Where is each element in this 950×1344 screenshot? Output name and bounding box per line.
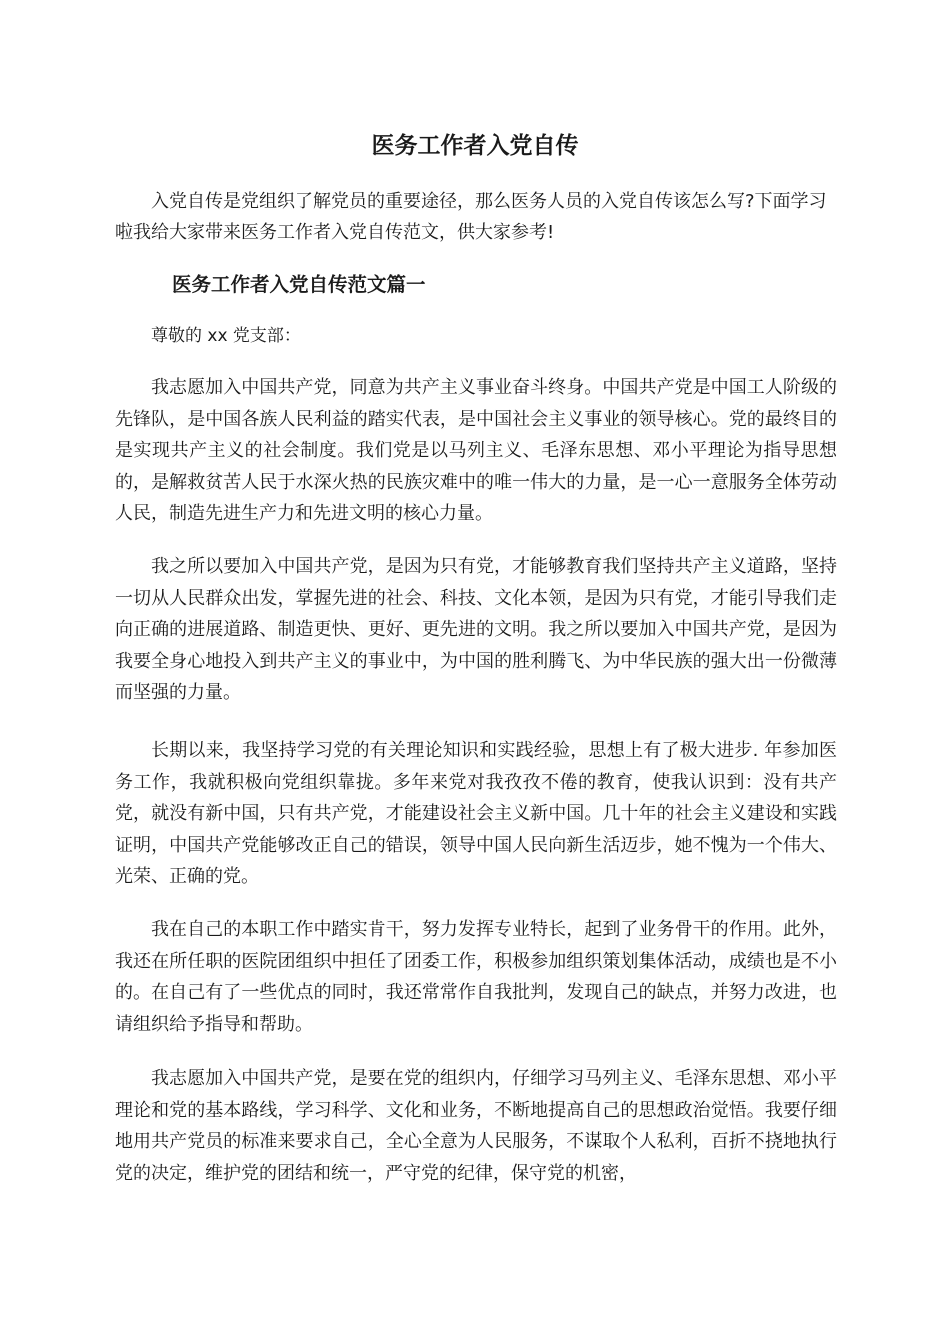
body-paragraph-2: 我之所以要加入中国共产党，是因为只有党，才能够教育我们坚持共产主义道路，坚持一切从人民群众出发，掌握先进的社会、科技、文化本领，是因为只有党，才能引导我们走向正确的进展道路、制造更快、更好、更先进的文明。我之所以要加入中国共产党，是因为我要全身心地投入到共产主义的事业中，为中国的胜利腾飞、为中华民族的强大出一份微薄而坚强的力量。 <box>115 556 837 703</box>
intro-paragraph: 入党自传是党组织了解党员的重要途径，那么医务人员的入党自传该怎么写?下面学习啦我给大家带来医务工作者入党自传范文，供大家参考! <box>115 191 827 243</box>
salutation: 尊敬的 xx 党支部： <box>151 326 301 346</box>
body-paragraph-5: 我志愿加入中国共产党，是要在党的组织内，仔细学习马列主义、毛泽东思想、邓小平理论和党的基本路线，学习科学、文化和业务，不断地提高自己的思想政治觉悟。我要仔细地用共产党员的标准来要求自己，全心全意为人民服务，不谋取个人私利，百折不挠地执行党的决定，维护党的团结和统一，严守党的纪律，保守党的机密， <box>115 1068 837 1184</box>
body-paragraph-1: 我志愿加入中国共产党，同意为共产主义事业奋斗终身。中国共产党是中国工人阶级的先锋队，是中国各族人民利益的踏实代表，是中国社会主义事业的领导核心。党的最终目的是实现共产主义的社会制度。我们党是以马列主义、毛泽东思想、邓小平理论为指导思想的，是解救贫苦人民于水深火热的民族灾难中的唯一伟大的力量，是一心一意服务全体劳动人民，制造先进生产力和先进文明的核心力量。 <box>115 377 837 524</box>
section-heading: 医务工作者入党自传范文篇一 <box>172 273 426 296</box>
document-title: 医务工作者入党自传 <box>371 133 579 160</box>
body-paragraph-3: 长期以来，我坚持学习党的有关理论知识和实践经验，思想上有了极大进步. 年参加医务工作，我就积极向党组织靠拢。多年来党对我孜孜不倦的教育，使我认识到：没有共产党，就没有新中国，只有共产党，才能建设社会主义新中国。几十年的社会主义建设和实践证明，中国共产党能够改正自己的错误，领导中国人民向新生活迈步，她不愧为一个伟大、光荣、正确的党。 <box>115 740 837 887</box>
body-paragraph-4: 我在自己的本职工作中踏实肯干，努力发挥专业特长，起到了业务骨干的作用。此外，我还在所任职的医院团组织中担任了团委工作，积极参加组织策划集体活动，成绩也是不小的。在自己有了一些优点的同时，我还常常作自我批判，发现自己的缺点，并努力改进，也请组织给予指导和帮助。 <box>115 919 837 1035</box>
